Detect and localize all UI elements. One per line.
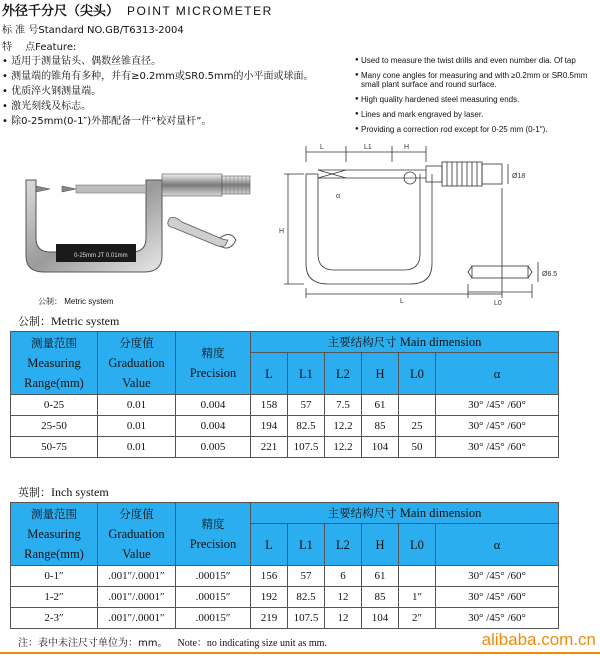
header-range: 测量范围 Measuring Range(mm) [11,332,98,395]
header-graduation: 分度值 Graduation Value [98,332,176,395]
feature-cn-item: • 优质淬火钢测量端。 [2,86,102,97]
header-main-dimension: 主要结构尺寸 Main dimension [251,503,559,524]
inch-label-en: Inch system [51,485,109,499]
table-row: 0-25 0.01 0.004 158 57 7.5 61 30° /45° /60° [11,395,559,416]
drawing-label-l2: L [320,144,324,151]
drawing-label-alpha: α [336,193,341,200]
drawing-label-d2: Ø6.5 [542,271,558,278]
metric-label-en: Metric system [51,314,120,328]
header-graduation: 分度值 Graduation Value [98,503,176,566]
watermark-logo: alibaba.com.cn [481,630,596,649]
metric-spec-table [10,331,559,458]
header-col: H [362,353,399,395]
header-precision: 精度 Precision [176,332,251,395]
feature-cn-item: • 测量端的锥角有多种，并有≥0.2mm或SR0.5mm的小平面或球面。 [2,71,314,82]
page-title [2,0,273,19]
inch-label-cn: 英制： [18,486,51,499]
drawing-label-l1: L1 [364,144,372,151]
header-col: L2 [325,353,362,395]
title-en: POINT MICROMETER [127,4,273,18]
drawing-label-length: L [400,298,404,305]
header-col: L0 [399,524,436,566]
header-col: L [251,353,288,395]
svg-text:0-25mm JT 0.01mm: 0-25mm JT 0.01mm [74,253,128,259]
header-col: H [362,524,399,566]
table-row: 50-75 0.01 0.005 221 107.5 12.2 104 50 30° /45° /60° [11,437,559,458]
table-row: 2-3″ .001″/.0001″ .00015″ 219 107.5 12 104 2″ 30° /45° /60° [11,608,559,629]
metric-section-label [18,313,119,329]
footer-divider [0,652,600,654]
feature-en-item: ● Used to measure the twist drills and even number dia. Of tap [355,56,600,65]
drawing-label-h: H [404,144,410,151]
header-col: L1 [288,524,325,566]
header-main-dimension: 主要结构尺寸 Main dimension [251,332,559,353]
feature-en-item: ● Many cone angles for measuring and with ≥0.2mm or SR0.5mm small plant surface and round surface. [355,71,600,89]
features-label: 特 点Feature: [2,42,77,53]
technical-drawing [276,138,598,308]
features-cn-list [2,54,347,129]
header-col: α [436,353,559,395]
footnote-en: Note：no indicating size unit as mm. [177,638,327,649]
inch-spec-table [10,502,559,629]
footnote [18,634,327,649]
features-en-list [355,56,600,140]
feature-cn-item: • 适用于测量钻头、偶数丝锥直径。 [2,56,162,67]
drawing-label-d1: Ø18 [512,173,526,180]
feature-en-item: ● Lines and mark engraved by laser. [355,110,600,119]
inch-section-label [18,484,109,500]
header-col: L2 [325,524,362,566]
micrometer-photo [14,160,276,302]
table-row: 1-2″ .001″/.0001″ .00015″ 192 82.5 12 85 1″ 30° /45° /60° [11,587,559,608]
feature-cn-item: • 激光刻线及标志。 [2,101,92,112]
header-precision: 精度 Precision [176,503,251,566]
feature-cn-item: • 除0-25mm(0-1″)外都配备一件“校对量杆”。 [2,116,212,127]
footnote-cn: 注：表中未注尺寸单位为：mm。 [18,638,168,649]
table-row: 25-50 0.01 0.004 194 82.5 12.2 85 25 30° /45° /60° [11,416,559,437]
feature-en-item: ● Providing a correction rod except for 0-25 mm (0-1″). [355,125,600,134]
drawing-label-l0: L0 [494,300,502,307]
photo-caption: 公制： Metric system [38,297,114,306]
table-row: 0-1″ .001″/.0001″ .00015″ 156 57 6 61 30° /45° /60° [11,566,559,587]
metric-label-cn: 公制： [18,315,51,328]
drawing-label-height: H [279,228,285,235]
header-col: L [251,524,288,566]
standard-number: 标 准 号Standard NO.GB/T6313-2004 [2,25,184,36]
title-cn: 外径千分尺（尖头） [2,4,120,19]
header-col: L1 [288,353,325,395]
header-col: L0 [399,353,436,395]
feature-en-item: ● High quality hardened steel measuring ends. [355,95,600,104]
header-range: 测量范围 Measuring Range(mm) [11,503,98,566]
header-col: α [436,524,559,566]
